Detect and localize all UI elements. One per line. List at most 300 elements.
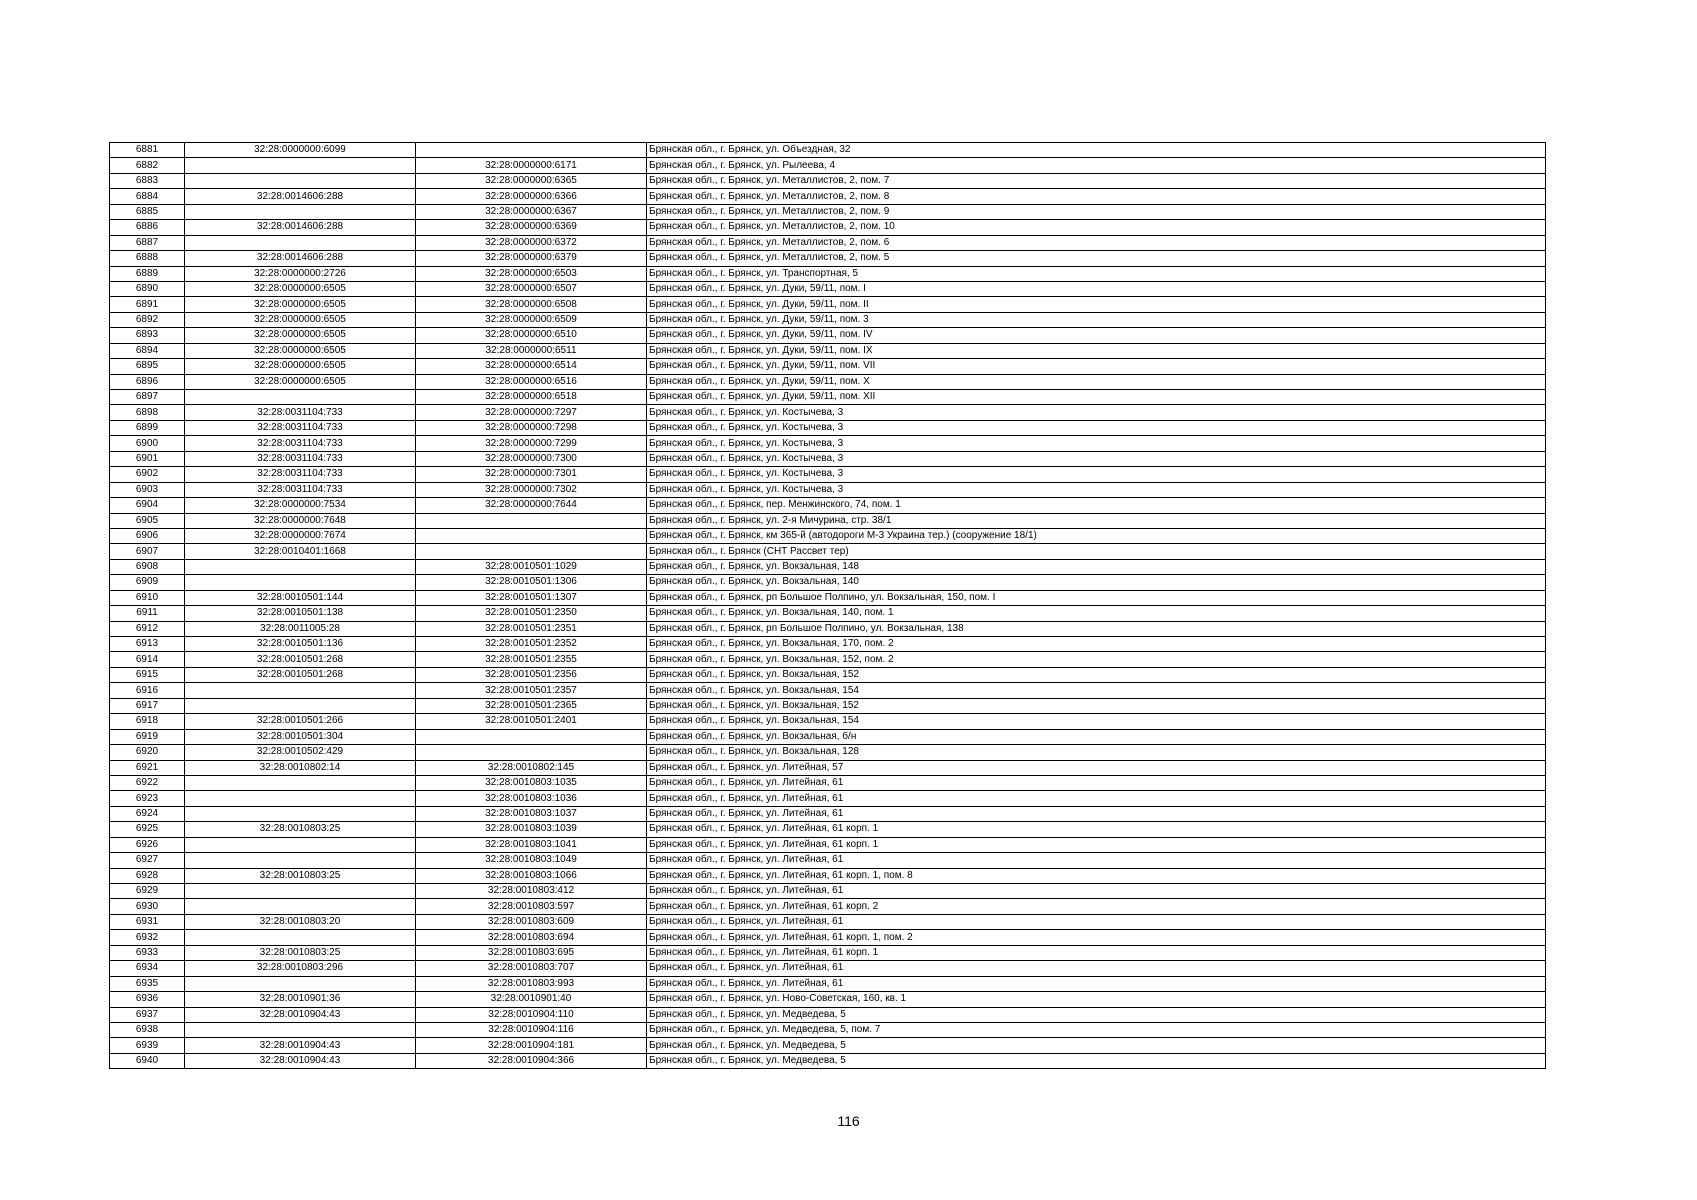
address-cell: Брянская обл., г. Брянск, ул. Литейная, 61 (647, 884, 1546, 899)
row-number-cell: 6927 (110, 853, 185, 868)
table-row (110, 559, 1546, 574)
address-cell: Брянская обл., г. Брянск, ул. Дуки, 59/11, пом. I (647, 281, 1546, 296)
table-row (110, 173, 1546, 188)
object-cadastral-number-cell: 32:28:0010501:2365 (416, 698, 647, 713)
address-cell: Брянская обл., г. Брянск, рп Большое Полпино, ул. Вокзальная, 138 (647, 621, 1546, 636)
table-row (110, 961, 1546, 976)
row-number-cell: 6932 (110, 930, 185, 945)
table-row (110, 575, 1546, 590)
land-cadastral-number-cell: 32:28:0010802:14 (185, 760, 416, 775)
table-row (110, 976, 1546, 991)
land-cadastral-number-cell: 32:28:0000000:7534 (185, 498, 416, 513)
row-number-cell: 6922 (110, 775, 185, 790)
address-cell: Брянская обл., г. Брянск, ул. Металлистов, 2, пом. 10 (647, 220, 1546, 235)
object-cadastral-number-cell: 32:28:0010803:707 (416, 961, 647, 976)
table-row (110, 590, 1546, 605)
land-cadastral-number-cell (185, 976, 416, 991)
address-cell: Брянская обл., г. Брянск, ул. Литейная, 57 (647, 760, 1546, 775)
row-number-cell: 6919 (110, 729, 185, 744)
registry-table (109, 142, 1546, 1069)
object-cadastral-number-cell: 32:28:0010501:2351 (416, 621, 647, 636)
row-number-cell: 6931 (110, 914, 185, 929)
row-number-cell: 6915 (110, 667, 185, 682)
row-number-cell: 6921 (110, 760, 185, 775)
land-cadastral-number-cell: 32:28:0031104:733 (185, 451, 416, 466)
land-cadastral-number-cell: 32:28:0000000:7648 (185, 513, 416, 528)
land-cadastral-number-cell (185, 698, 416, 713)
table-row (110, 513, 1546, 528)
land-cadastral-number-cell: 32:28:0010501:144 (185, 590, 416, 605)
row-number-cell: 6901 (110, 451, 185, 466)
land-cadastral-number-cell: 32:28:0010803:20 (185, 914, 416, 929)
address-cell: Брянская обл., г. Брянск, ул. Костычева, 3 (647, 405, 1546, 420)
row-number-cell: 6940 (110, 1053, 185, 1068)
address-cell: Брянская обл., г. Брянск, ул. Костычева, 3 (647, 436, 1546, 451)
object-cadastral-number-cell: 32:28:0010901:40 (416, 992, 647, 1007)
table-row (110, 745, 1546, 760)
address-cell: Брянская обл., г. Брянск, ул. Медведева, 5 (647, 1038, 1546, 1053)
land-cadastral-number-cell: 32:28:0010904:43 (185, 1053, 416, 1068)
land-cadastral-number-cell: 32:28:0010803:25 (185, 868, 416, 883)
table-row (110, 281, 1546, 296)
row-number-cell: 6929 (110, 884, 185, 899)
table-row (110, 528, 1546, 543)
address-cell: Брянская обл., г. Брянск, ул. Литейная, 61 (647, 775, 1546, 790)
land-cadastral-number-cell (185, 1022, 416, 1037)
object-cadastral-number-cell: 32:28:0010803:412 (416, 884, 647, 899)
object-cadastral-number-cell: 32:28:0000000:6365 (416, 173, 647, 188)
object-cadastral-number-cell: 32:28:0010803:1066 (416, 868, 647, 883)
row-number-cell: 6892 (110, 312, 185, 327)
address-cell: Брянская обл., г. Брянск, ул. Вокзальная, 140 (647, 575, 1546, 590)
table-row (110, 930, 1546, 945)
address-cell: Брянская обл., г. Брянск, ул. Литейная, 61 корп. 1 (647, 822, 1546, 837)
table-row (110, 266, 1546, 281)
land-cadastral-number-cell: 32:28:0000000:6505 (185, 359, 416, 374)
object-cadastral-number-cell: 32:28:0000000:6508 (416, 297, 647, 312)
row-number-cell: 6923 (110, 791, 185, 806)
object-cadastral-number-cell: 32:28:0000000:7298 (416, 420, 647, 435)
address-cell: Брянская обл., г. Брянск, ул. Медведева, 5 (647, 1007, 1546, 1022)
table-row (110, 544, 1546, 559)
row-number-cell: 6894 (110, 343, 185, 358)
land-cadastral-number-cell: 32:28:0010501:268 (185, 667, 416, 682)
address-cell: Брянская обл., г. Брянск, ул. Вокзальная, 154 (647, 714, 1546, 729)
address-cell: Брянская обл., г. Брянск, ул. Дуки, 59/11, пом. 3 (647, 312, 1546, 327)
address-cell: Брянская обл., г. Брянск, ул. Вокзальная, 140, пом. 1 (647, 606, 1546, 621)
land-cadastral-number-cell: 32:28:0010501:266 (185, 714, 416, 729)
row-number-cell: 6924 (110, 806, 185, 821)
object-cadastral-number-cell: 32:28:0010803:1041 (416, 837, 647, 852)
table-row (110, 143, 1546, 158)
address-cell: Брянская обл., г. Брянск, ул. Объездная, 32 (647, 143, 1546, 158)
land-cadastral-number-cell: 32:28:0014606:288 (185, 251, 416, 266)
object-cadastral-number-cell: 32:28:0000000:6367 (416, 204, 647, 219)
land-cadastral-number-cell: 32:28:0031104:733 (185, 420, 416, 435)
land-cadastral-number-cell (185, 173, 416, 188)
address-cell: Брянская обл., г. Брянск, ул. Медведева, 5, пом. 7 (647, 1022, 1546, 1037)
object-cadastral-number-cell: 32:28:0010803:1035 (416, 775, 647, 790)
object-cadastral-number-cell: 32:28:0000000:7302 (416, 482, 647, 497)
row-number-cell: 6928 (110, 868, 185, 883)
row-number-cell: 6889 (110, 266, 185, 281)
table-row (110, 899, 1546, 914)
address-cell: Брянская обл., г. Брянск, ул. Костычева, 3 (647, 451, 1546, 466)
land-cadastral-number-cell (185, 899, 416, 914)
land-cadastral-number-cell: 32:28:0000000:6505 (185, 374, 416, 389)
object-cadastral-number-cell (416, 544, 647, 559)
table-row (110, 297, 1546, 312)
row-number-cell: 6934 (110, 961, 185, 976)
address-cell: Брянская обл., г. Брянск (СНТ Рассвет тер) (647, 544, 1546, 559)
land-cadastral-number-cell: 32:28:0000000:6505 (185, 312, 416, 327)
row-number-cell: 6907 (110, 544, 185, 559)
object-cadastral-number-cell: 32:28:0010501:1306 (416, 575, 647, 590)
row-number-cell: 6920 (110, 745, 185, 760)
land-cadastral-number-cell: 32:28:0010401:1668 (185, 544, 416, 559)
address-cell: Брянская обл., г. Брянск, ул. Костычева, 3 (647, 420, 1546, 435)
object-cadastral-number-cell: 32:28:0010904:116 (416, 1022, 647, 1037)
row-number-cell: 6909 (110, 575, 185, 590)
table-row (110, 420, 1546, 435)
table-row (110, 683, 1546, 698)
table-row (110, 1007, 1546, 1022)
land-cadastral-number-cell: 32:28:0014606:288 (185, 220, 416, 235)
address-cell: Брянская обл., г. Брянск, км 365-й (автодороги М-3 Украина тер.) (сооружение 18/1) (647, 528, 1546, 543)
table-row (110, 235, 1546, 250)
address-cell: Брянская обл., г. Брянск, ул. Вокзальная, 148 (647, 559, 1546, 574)
object-cadastral-number-cell: 32:28:0010802:145 (416, 760, 647, 775)
address-cell: Брянская обл., г. Брянск, ул. Литейная, 61 (647, 976, 1546, 991)
land-cadastral-number-cell: 32:28:0000000:6505 (185, 343, 416, 358)
land-cadastral-number-cell: 32:28:0000000:6505 (185, 297, 416, 312)
object-cadastral-number-cell: 32:28:0010803:1036 (416, 791, 647, 806)
row-number-cell: 6926 (110, 837, 185, 852)
land-cadastral-number-cell (185, 575, 416, 590)
row-number-cell: 6905 (110, 513, 185, 528)
table-row (110, 667, 1546, 682)
address-cell: Брянская обл., г. Брянск, ул. Литейная, 61 (647, 853, 1546, 868)
address-cell: Брянская обл., г. Брянск, ул. Литейная, 61 корп. 1, пом. 8 (647, 868, 1546, 883)
table-row (110, 914, 1546, 929)
object-cadastral-number-cell: 32:28:0010803:694 (416, 930, 647, 945)
object-cadastral-number-cell: 32:28:0010501:2357 (416, 683, 647, 698)
land-cadastral-number-cell (185, 853, 416, 868)
table-row (110, 884, 1546, 899)
land-cadastral-number-cell: 32:28:0010803:25 (185, 945, 416, 960)
address-cell: Брянская обл., г. Брянск, ул. Литейная, 61 (647, 806, 1546, 821)
row-number-cell: 6888 (110, 251, 185, 266)
land-cadastral-number-cell: 32:28:0010501:136 (185, 637, 416, 652)
table-row (110, 775, 1546, 790)
row-number-cell: 6886 (110, 220, 185, 235)
row-number-cell: 6887 (110, 235, 185, 250)
address-cell: Брянская обл., г. Брянск, ул. Литейная, 61 (647, 791, 1546, 806)
table-row (110, 837, 1546, 852)
address-cell: Брянская обл., г. Брянск, ул. Металлистов, 2, пом. 5 (647, 251, 1546, 266)
land-cadastral-number-cell (185, 235, 416, 250)
land-cadastral-number-cell: 32:28:0010502:429 (185, 745, 416, 760)
object-cadastral-number-cell: 32:28:0000000:7301 (416, 467, 647, 482)
address-cell: Брянская обл., г. Брянск, ул. Литейная, 61 корп. 2 (647, 899, 1546, 914)
table-row (110, 343, 1546, 358)
table-row (110, 945, 1546, 960)
row-number-cell: 6912 (110, 621, 185, 636)
object-cadastral-number-cell: 32:28:0010501:2356 (416, 667, 647, 682)
row-number-cell: 6916 (110, 683, 185, 698)
object-cadastral-number-cell (416, 745, 647, 760)
table-row (110, 359, 1546, 374)
object-cadastral-number-cell: 32:28:0000000:6516 (416, 374, 647, 389)
object-cadastral-number-cell: 32:28:0000000:6366 (416, 189, 647, 204)
object-cadastral-number-cell: 32:28:0000000:6503 (416, 266, 647, 281)
table-row (110, 1038, 1546, 1053)
object-cadastral-number-cell: 32:28:0000000:6379 (416, 251, 647, 266)
address-cell: Брянская обл., г. Брянск, ул. Дуки, 59/11, пом. VII (647, 359, 1546, 374)
address-cell: Брянская обл., г. Брянск, ул. Металлистов, 2, пом. 7 (647, 173, 1546, 188)
object-cadastral-number-cell (416, 528, 647, 543)
table-row (110, 374, 1546, 389)
row-number-cell: 6918 (110, 714, 185, 729)
row-number-cell: 6930 (110, 899, 185, 914)
registry-table-body (110, 143, 1546, 1069)
address-cell: Брянская обл., г. Брянск, ул. Дуки, 59/11, пом. X (647, 374, 1546, 389)
object-cadastral-number-cell (416, 513, 647, 528)
object-cadastral-number-cell: 32:28:0010803:1049 (416, 853, 647, 868)
row-number-cell: 6902 (110, 467, 185, 482)
address-cell: Брянская обл., г. Брянск, ул. Литейная, 61 корп. 1 (647, 945, 1546, 960)
object-cadastral-number-cell: 32:28:0010501:2355 (416, 652, 647, 667)
land-cadastral-number-cell: 32:28:0000000:6099 (185, 143, 416, 158)
row-number-cell: 6911 (110, 606, 185, 621)
land-cadastral-number-cell (185, 158, 416, 173)
row-number-cell: 6896 (110, 374, 185, 389)
object-cadastral-number-cell: 32:28:0010803:1039 (416, 822, 647, 837)
address-cell: Брянская обл., г. Брянск, ул. Медведева, 5 (647, 1053, 1546, 1068)
table-row (110, 621, 1546, 636)
table-row (110, 698, 1546, 713)
address-cell: Брянская обл., г. Брянск, ул. Дуки, 59/11, пом. XII (647, 390, 1546, 405)
land-cadastral-number-cell: 32:28:0014606:288 (185, 189, 416, 204)
address-cell: Брянская обл., г. Брянск, ул. Костычева, 3 (647, 482, 1546, 497)
land-cadastral-number-cell: 32:28:0031104:733 (185, 482, 416, 497)
row-number-cell: 6908 (110, 559, 185, 574)
table-row (110, 1053, 1546, 1068)
land-cadastral-number-cell (185, 884, 416, 899)
address-cell: Брянская обл., г. Брянск, ул. Вокзальная, б/н (647, 729, 1546, 744)
table-row (110, 467, 1546, 482)
table-row (110, 1022, 1546, 1037)
row-number-cell: 6895 (110, 359, 185, 374)
row-number-cell: 6898 (110, 405, 185, 420)
table-row (110, 729, 1546, 744)
table-row (110, 760, 1546, 775)
land-cadastral-number-cell: 32:28:0010904:43 (185, 1007, 416, 1022)
row-number-cell: 6939 (110, 1038, 185, 1053)
object-cadastral-number-cell: 32:28:0000000:6507 (416, 281, 647, 296)
table-row (110, 806, 1546, 821)
address-cell: Брянская обл., г. Брянск, ул. Вокзальная, 154 (647, 683, 1546, 698)
row-number-cell: 6885 (110, 204, 185, 219)
object-cadastral-number-cell: 32:28:0000000:7300 (416, 451, 647, 466)
row-number-cell: 6936 (110, 992, 185, 1007)
row-number-cell: 6890 (110, 281, 185, 296)
address-cell: Брянская обл., г. Брянск, ул. Металлистов, 2, пом. 8 (647, 189, 1546, 204)
row-number-cell: 6937 (110, 1007, 185, 1022)
object-cadastral-number-cell: 32:28:0000000:6511 (416, 343, 647, 358)
object-cadastral-number-cell: 32:28:0000000:6510 (416, 328, 647, 343)
land-cadastral-number-cell (185, 775, 416, 790)
land-cadastral-number-cell: 32:28:0031104:733 (185, 405, 416, 420)
table-row (110, 606, 1546, 621)
object-cadastral-number-cell: 32:28:0010904:366 (416, 1053, 647, 1068)
object-cadastral-number-cell: 32:28:0010501:2401 (416, 714, 647, 729)
land-cadastral-number-cell: 32:28:0031104:733 (185, 436, 416, 451)
table-row (110, 312, 1546, 327)
object-cadastral-number-cell: 32:28:0010501:2350 (416, 606, 647, 621)
land-cadastral-number-cell (185, 837, 416, 852)
object-cadastral-number-cell: 32:28:0000000:6518 (416, 390, 647, 405)
land-cadastral-number-cell (185, 390, 416, 405)
address-cell: Брянская обл., г. Брянск, ул. Литейная, 61 корп. 1, пом. 2 (647, 930, 1546, 945)
address-cell: Брянская обл., г. Брянск, ул. Металлистов, 2, пом. 6 (647, 235, 1546, 250)
row-number-cell: 6891 (110, 297, 185, 312)
address-cell: Брянская обл., г. Брянск, ул. Дуки, 59/11, пом. IX (647, 343, 1546, 358)
object-cadastral-number-cell (416, 143, 647, 158)
land-cadastral-number-cell: 32:28:0010803:296 (185, 961, 416, 976)
table-row (110, 204, 1546, 219)
table-row (110, 251, 1546, 266)
land-cadastral-number-cell (185, 559, 416, 574)
land-cadastral-number-cell (185, 791, 416, 806)
row-number-cell: 6881 (110, 143, 185, 158)
row-number-cell: 6900 (110, 436, 185, 451)
address-cell: Брянская обл., г. Брянск, пер. Менжинского, 74, пом. 1 (647, 498, 1546, 513)
table-row (110, 328, 1546, 343)
table-row (110, 822, 1546, 837)
address-cell: Брянская обл., г. Брянск, рп Большое Полпино, ул. Вокзальная, 150, пом. I (647, 590, 1546, 605)
row-number-cell: 6914 (110, 652, 185, 667)
object-cadastral-number-cell: 32:28:0010501:2352 (416, 637, 647, 652)
row-number-cell: 6893 (110, 328, 185, 343)
address-cell: Брянская обл., г. Брянск, ул. Вокзальная, 170, пом. 2 (647, 637, 1546, 652)
address-cell: Брянская обл., г. Брянск, ул. Вокзальная, 128 (647, 745, 1546, 760)
table-row (110, 791, 1546, 806)
object-cadastral-number-cell: 32:28:0010803:1037 (416, 806, 647, 821)
land-cadastral-number-cell (185, 806, 416, 821)
object-cadastral-number-cell: 32:28:0000000:6369 (416, 220, 647, 235)
row-number-cell: 6904 (110, 498, 185, 513)
land-cadastral-number-cell: 32:28:0010904:43 (185, 1038, 416, 1053)
address-cell: Брянская обл., г. Брянск, ул. Литейная, 61 (647, 961, 1546, 976)
land-cadastral-number-cell: 32:28:0031104:733 (185, 467, 416, 482)
land-cadastral-number-cell: 32:28:0000000:6505 (185, 328, 416, 343)
land-cadastral-number-cell: 32:28:0010501:304 (185, 729, 416, 744)
object-cadastral-number-cell: 32:28:0010501:1307 (416, 590, 647, 605)
table-row (110, 868, 1546, 883)
address-cell: Брянская обл., г. Брянск, ул. Рылеева, 4 (647, 158, 1546, 173)
object-cadastral-number-cell: 32:28:0010904:110 (416, 1007, 647, 1022)
object-cadastral-number-cell: 32:28:0000000:7299 (416, 436, 647, 451)
table-row (110, 637, 1546, 652)
address-cell: Брянская обл., г. Брянск, ул. Дуки, 59/11, пом. II (647, 297, 1546, 312)
row-number-cell: 6910 (110, 590, 185, 605)
row-number-cell: 6933 (110, 945, 185, 960)
land-cadastral-number-cell: 32:28:0010501:268 (185, 652, 416, 667)
table-row (110, 405, 1546, 420)
land-cadastral-number-cell: 32:28:0010901:36 (185, 992, 416, 1007)
address-cell: Брянская обл., г. Брянск, ул. Вокзальная, 152, пом. 2 (647, 652, 1546, 667)
page-number: 116 (837, 1113, 860, 1129)
row-number-cell: 6938 (110, 1022, 185, 1037)
row-number-cell: 6883 (110, 173, 185, 188)
table-row (110, 498, 1546, 513)
row-number-cell: 6897 (110, 390, 185, 405)
table-row (110, 714, 1546, 729)
object-cadastral-number-cell: 32:28:0010803:695 (416, 945, 647, 960)
table-row (110, 853, 1546, 868)
land-cadastral-number-cell: 32:28:0010501:138 (185, 606, 416, 621)
land-cadastral-number-cell: 32:28:0000000:2726 (185, 266, 416, 281)
object-cadastral-number-cell: 32:28:0010803:609 (416, 914, 647, 929)
address-cell: Брянская обл., г. Брянск, ул. 2-я Мичурина, стр. 38/1 (647, 513, 1546, 528)
address-cell: Брянская обл., г. Брянск, ул. Ново-Советская, 160, кв. 1 (647, 992, 1546, 1007)
row-number-cell: 6884 (110, 189, 185, 204)
object-cadastral-number-cell: 32:28:0010803:597 (416, 899, 647, 914)
land-cadastral-number-cell: 32:28:0011005:28 (185, 621, 416, 636)
object-cadastral-number-cell: 32:28:0010501:1029 (416, 559, 647, 574)
address-cell: Брянская обл., г. Брянск, ул. Литейная, 61 корп. 1 (647, 837, 1546, 852)
object-cadastral-number-cell: 32:28:0000000:7644 (416, 498, 647, 513)
land-cadastral-number-cell (185, 930, 416, 945)
object-cadastral-number-cell: 32:28:0000000:7297 (416, 405, 647, 420)
table-row (110, 189, 1546, 204)
table-row (110, 436, 1546, 451)
address-cell: Брянская обл., г. Брянск, ул. Вокзальная, 152 (647, 698, 1546, 713)
table-row (110, 390, 1546, 405)
row-number-cell: 6882 (110, 158, 185, 173)
address-cell: Брянская обл., г. Брянск, ул. Литейная, 61 (647, 914, 1546, 929)
object-cadastral-number-cell: 32:28:0000000:6509 (416, 312, 647, 327)
object-cadastral-number-cell: 32:28:0010904:181 (416, 1038, 647, 1053)
table-row (110, 652, 1546, 667)
address-cell: Брянская обл., г. Брянск, ул. Вокзальная, 152 (647, 667, 1546, 682)
land-cadastral-number-cell (185, 683, 416, 698)
address-cell: Брянская обл., г. Брянск, ул. Костычева, 3 (647, 467, 1546, 482)
land-cadastral-number-cell: 32:28:0000000:7674 (185, 528, 416, 543)
table-row (110, 451, 1546, 466)
table-row (110, 482, 1546, 497)
address-cell: Брянская обл., г. Брянск, ул. Транспортная, 5 (647, 266, 1546, 281)
object-cadastral-number-cell: 32:28:0010803:993 (416, 976, 647, 991)
row-number-cell: 6913 (110, 637, 185, 652)
row-number-cell: 6935 (110, 976, 185, 991)
row-number-cell: 6899 (110, 420, 185, 435)
row-number-cell: 6925 (110, 822, 185, 837)
row-number-cell: 6903 (110, 482, 185, 497)
land-cadastral-number-cell: 32:28:0010803:25 (185, 822, 416, 837)
land-cadastral-number-cell: 32:28:0000000:6505 (185, 281, 416, 296)
object-cadastral-number-cell (416, 729, 647, 744)
row-number-cell: 6917 (110, 698, 185, 713)
table-row (110, 220, 1546, 235)
address-cell: Брянская обл., г. Брянск, ул. Металлистов, 2, пом. 9 (647, 204, 1546, 219)
table-row (110, 992, 1546, 1007)
land-cadastral-number-cell (185, 204, 416, 219)
object-cadastral-number-cell: 32:28:0000000:6171 (416, 158, 647, 173)
address-cell: Брянская обл., г. Брянск, ул. Дуки, 59/11, пом. IV (647, 328, 1546, 343)
row-number-cell: 6906 (110, 528, 185, 543)
